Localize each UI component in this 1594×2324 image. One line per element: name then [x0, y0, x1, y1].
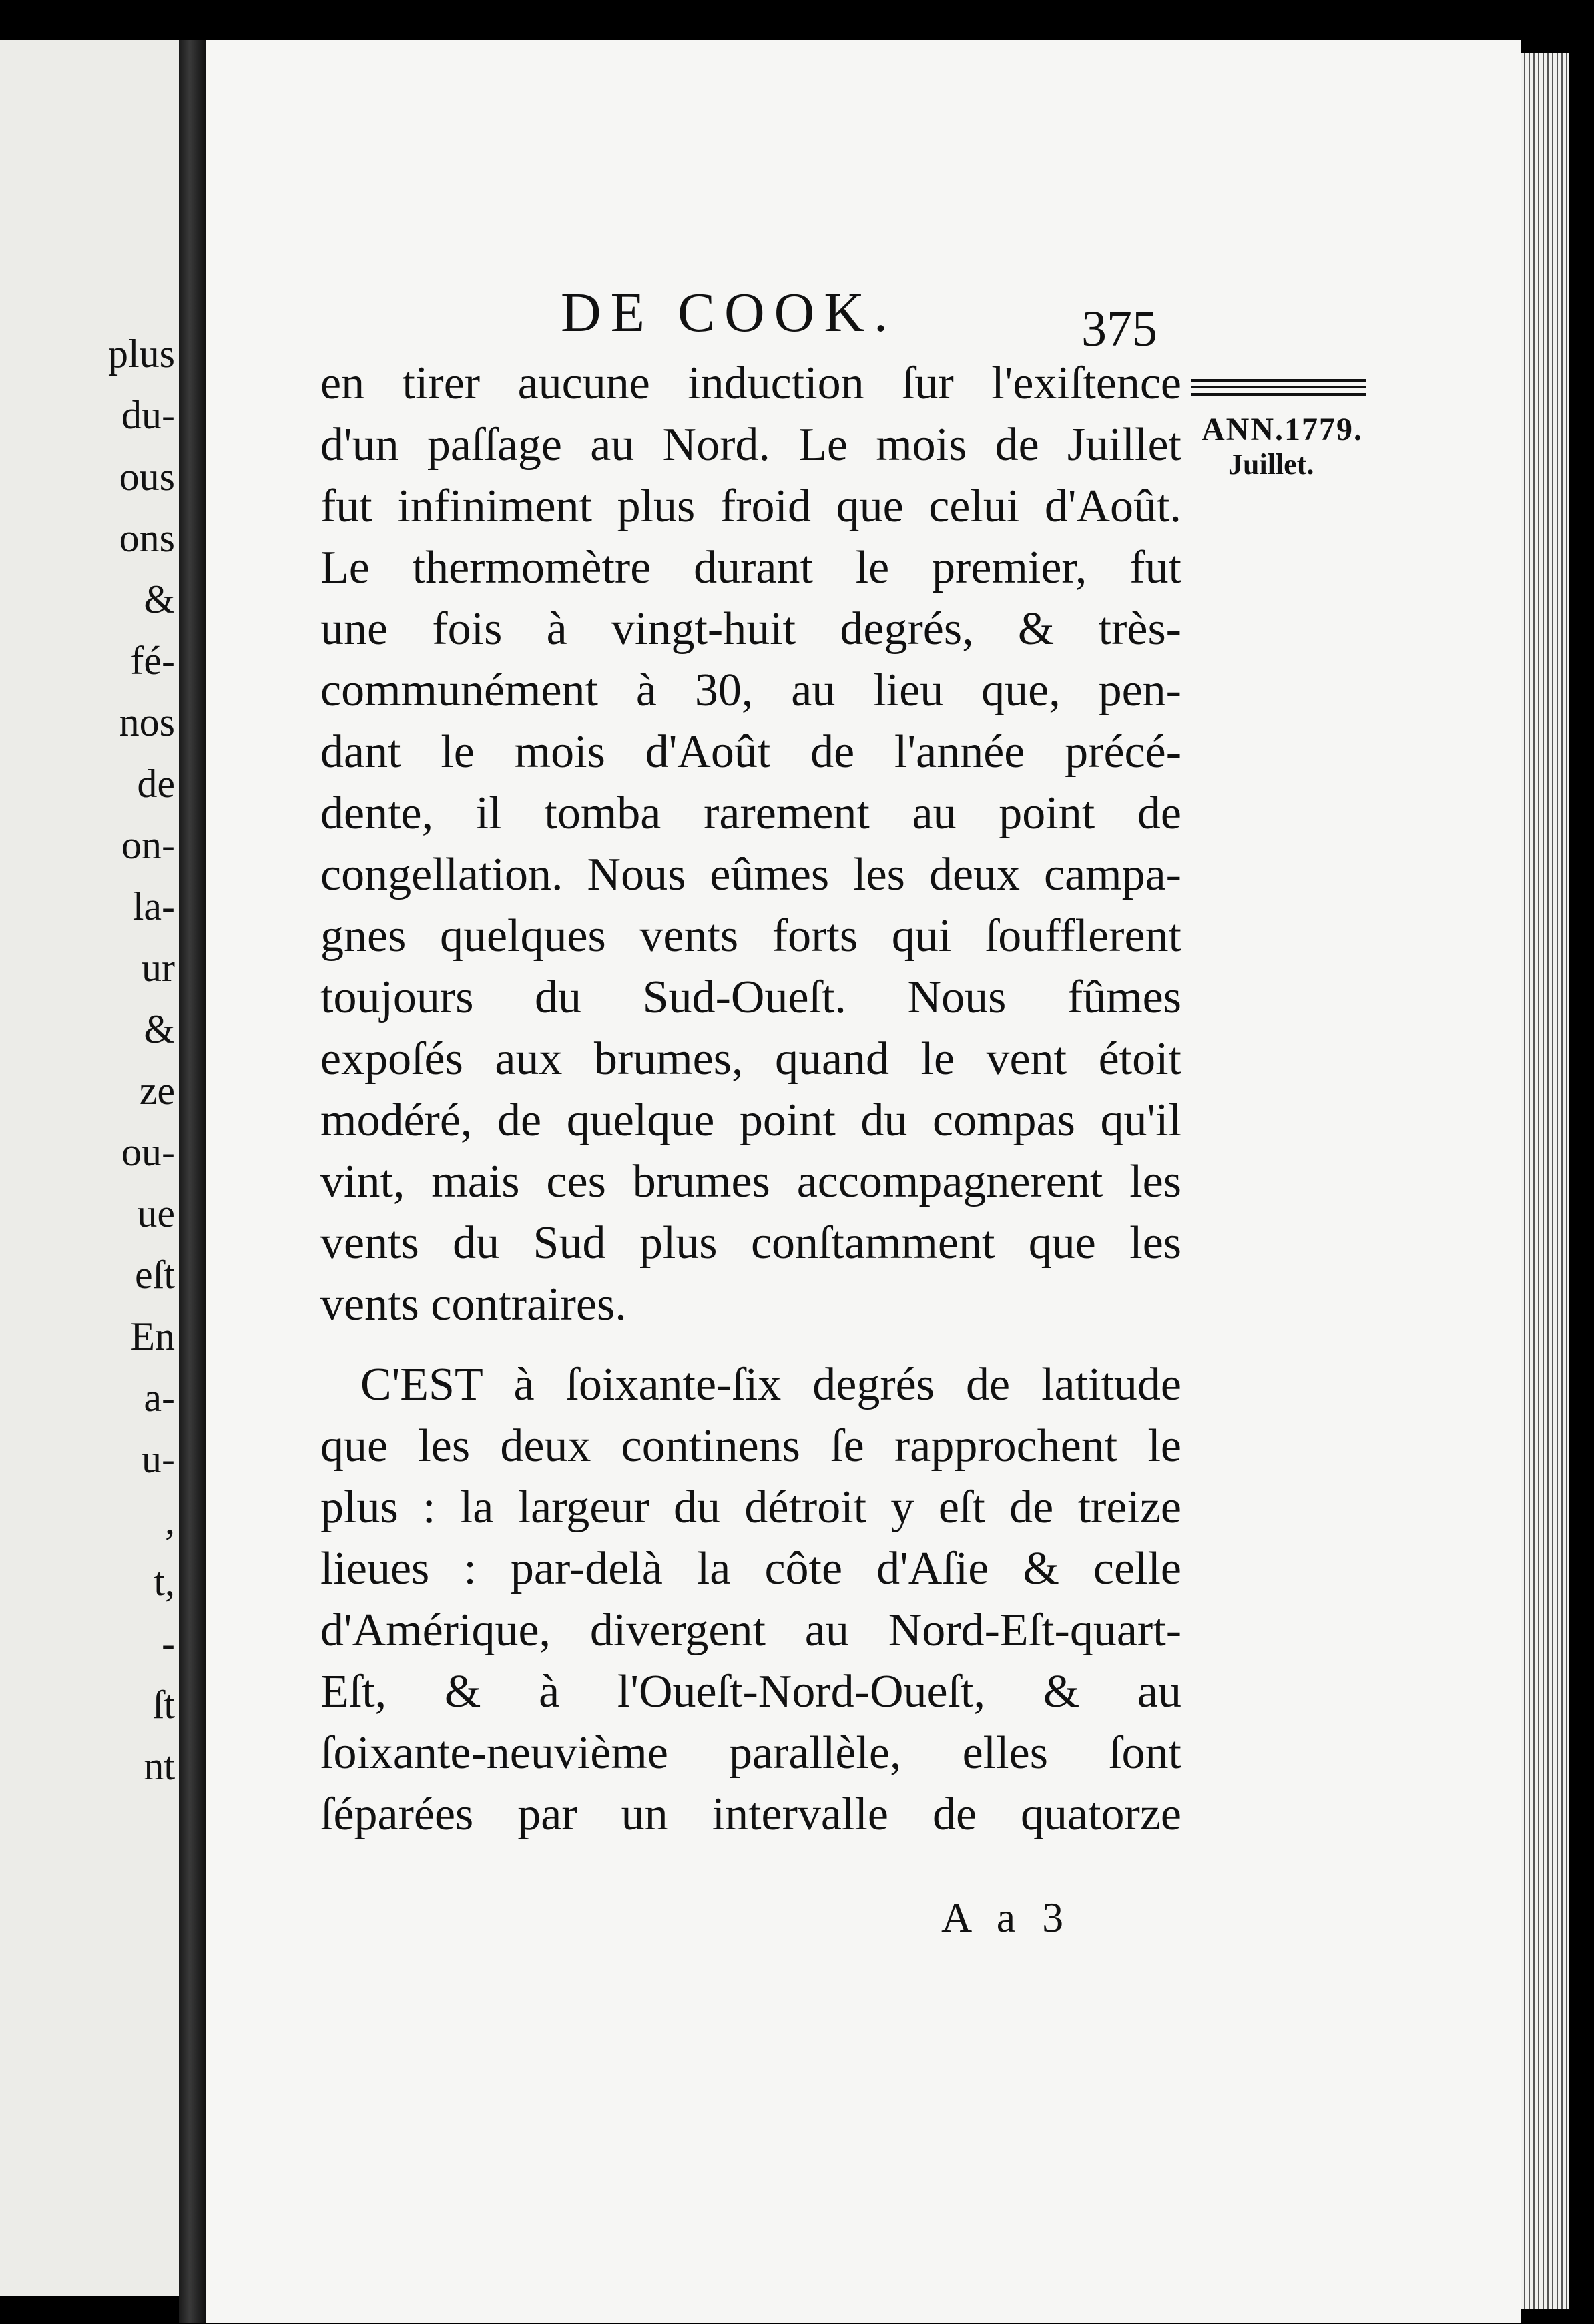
- left-page-fragment: ,: [165, 1498, 175, 1542]
- left-page-fragment: ſt: [152, 1683, 175, 1727]
- page-number: 375: [1081, 301, 1157, 357]
- left-page-fragment: la-: [132, 884, 175, 928]
- left-page-fragment: En: [130, 1314, 175, 1358]
- running-head: DE COOK.: [561, 282, 897, 344]
- left-page-fragment: ur: [142, 946, 175, 990]
- signature-mark: A a 3: [941, 1894, 1072, 1941]
- left-page-fragment: on-: [121, 823, 175, 867]
- body-line: toujours du Sud-Oueſt. Nous fûmes: [320, 972, 1181, 1023]
- body-line: gnes quelques vents forts qui ſoufflerent: [320, 910, 1181, 962]
- body-line: lieues : par-delà la côte d'Aſie & celle: [320, 1543, 1181, 1594]
- left-page-fragment: t,: [154, 1560, 175, 1604]
- body-line: ſéparées par un intervalle de quatorze: [320, 1789, 1181, 1840]
- body-line: vents contraires.: [320, 1279, 627, 1330]
- left-page-fragment: de: [137, 762, 175, 806]
- margin-note-month: Juillet.: [1228, 448, 1314, 481]
- left-page-fragment: fé-: [130, 639, 175, 683]
- body-line: Eſt, & à l'Oueſt-Nord-Oueſt, & au: [320, 1666, 1181, 1717]
- body-line: C'EST à ſoixante-ſix degrés de latitude: [360, 1359, 1181, 1410]
- left-page-fragment: nt: [144, 1744, 175, 1788]
- body-line: d'Amérique, divergent au Nord-Eſt-quart-: [320, 1605, 1181, 1656]
- body-line: fut infiniment plus froid que celui d'Août.: [320, 481, 1181, 532]
- body-line: ſoixante-neuvième parallèle, elles ſont: [320, 1727, 1181, 1779]
- body-line: expoſés aux brumes, quand le vent étoit: [320, 1033, 1181, 1085]
- margin-rule: [1191, 379, 1366, 396]
- body-line: dente, il tomba rarement au point de: [320, 788, 1181, 839]
- body-line: que les deux continens ſe rapprochent le: [320, 1420, 1181, 1472]
- body-line: plus : la largeur du détroit y eſt de treize: [320, 1482, 1181, 1533]
- body-line: dant le mois d'Août de l'année précé-: [320, 726, 1181, 778]
- body-line: communément à 30, au lieu que, pen-: [320, 665, 1181, 716]
- body-line: congellation. Nous eûmes les deux campa-: [320, 849, 1181, 900]
- left-page-fragment: nos: [119, 700, 175, 744]
- body-line: vents du Sud plus conſtamment que les: [320, 1217, 1181, 1269]
- body-line: Le thermomètre durant le premier, fut: [320, 542, 1181, 593]
- left-page-fragment: -: [162, 1621, 175, 1665]
- left-page-fragment: a-: [144, 1376, 175, 1420]
- page-edges: [1521, 53, 1569, 2309]
- body-line: une fois à vingt-huit degrés, & très-: [320, 603, 1181, 655]
- left-page-fragment: ou-: [121, 1130, 175, 1174]
- body-line: en tirer aucune induction ſur l'exiſtence: [320, 358, 1181, 409]
- left-page-fragment: &: [144, 1007, 175, 1051]
- body-line: modéré, de quelque point du compas qu'il: [320, 1095, 1181, 1146]
- left-page-fragment: du-: [121, 393, 175, 437]
- left-page-fragment: plus: [107, 332, 175, 376]
- left-page-fragment: ons: [119, 516, 175, 560]
- margin-note-year: ANN.1779.: [1202, 412, 1363, 447]
- body-line: d'un paſſage au Nord. Le mois de Juillet: [320, 419, 1181, 471]
- left-page-fragment: u-: [142, 1437, 175, 1481]
- left-page-fragment: ous: [119, 455, 175, 499]
- body-line: vint, mais ces brumes accompagnerent les: [320, 1156, 1181, 1207]
- left-page-edge: [0, 40, 179, 2296]
- left-page-fragment: ue: [137, 1191, 175, 1235]
- left-page-fragment: &: [144, 577, 175, 621]
- left-page-fragment: eſt: [135, 1253, 175, 1297]
- book-gutter: [179, 40, 206, 2323]
- left-page-fragment: ze: [139, 1069, 175, 1113]
